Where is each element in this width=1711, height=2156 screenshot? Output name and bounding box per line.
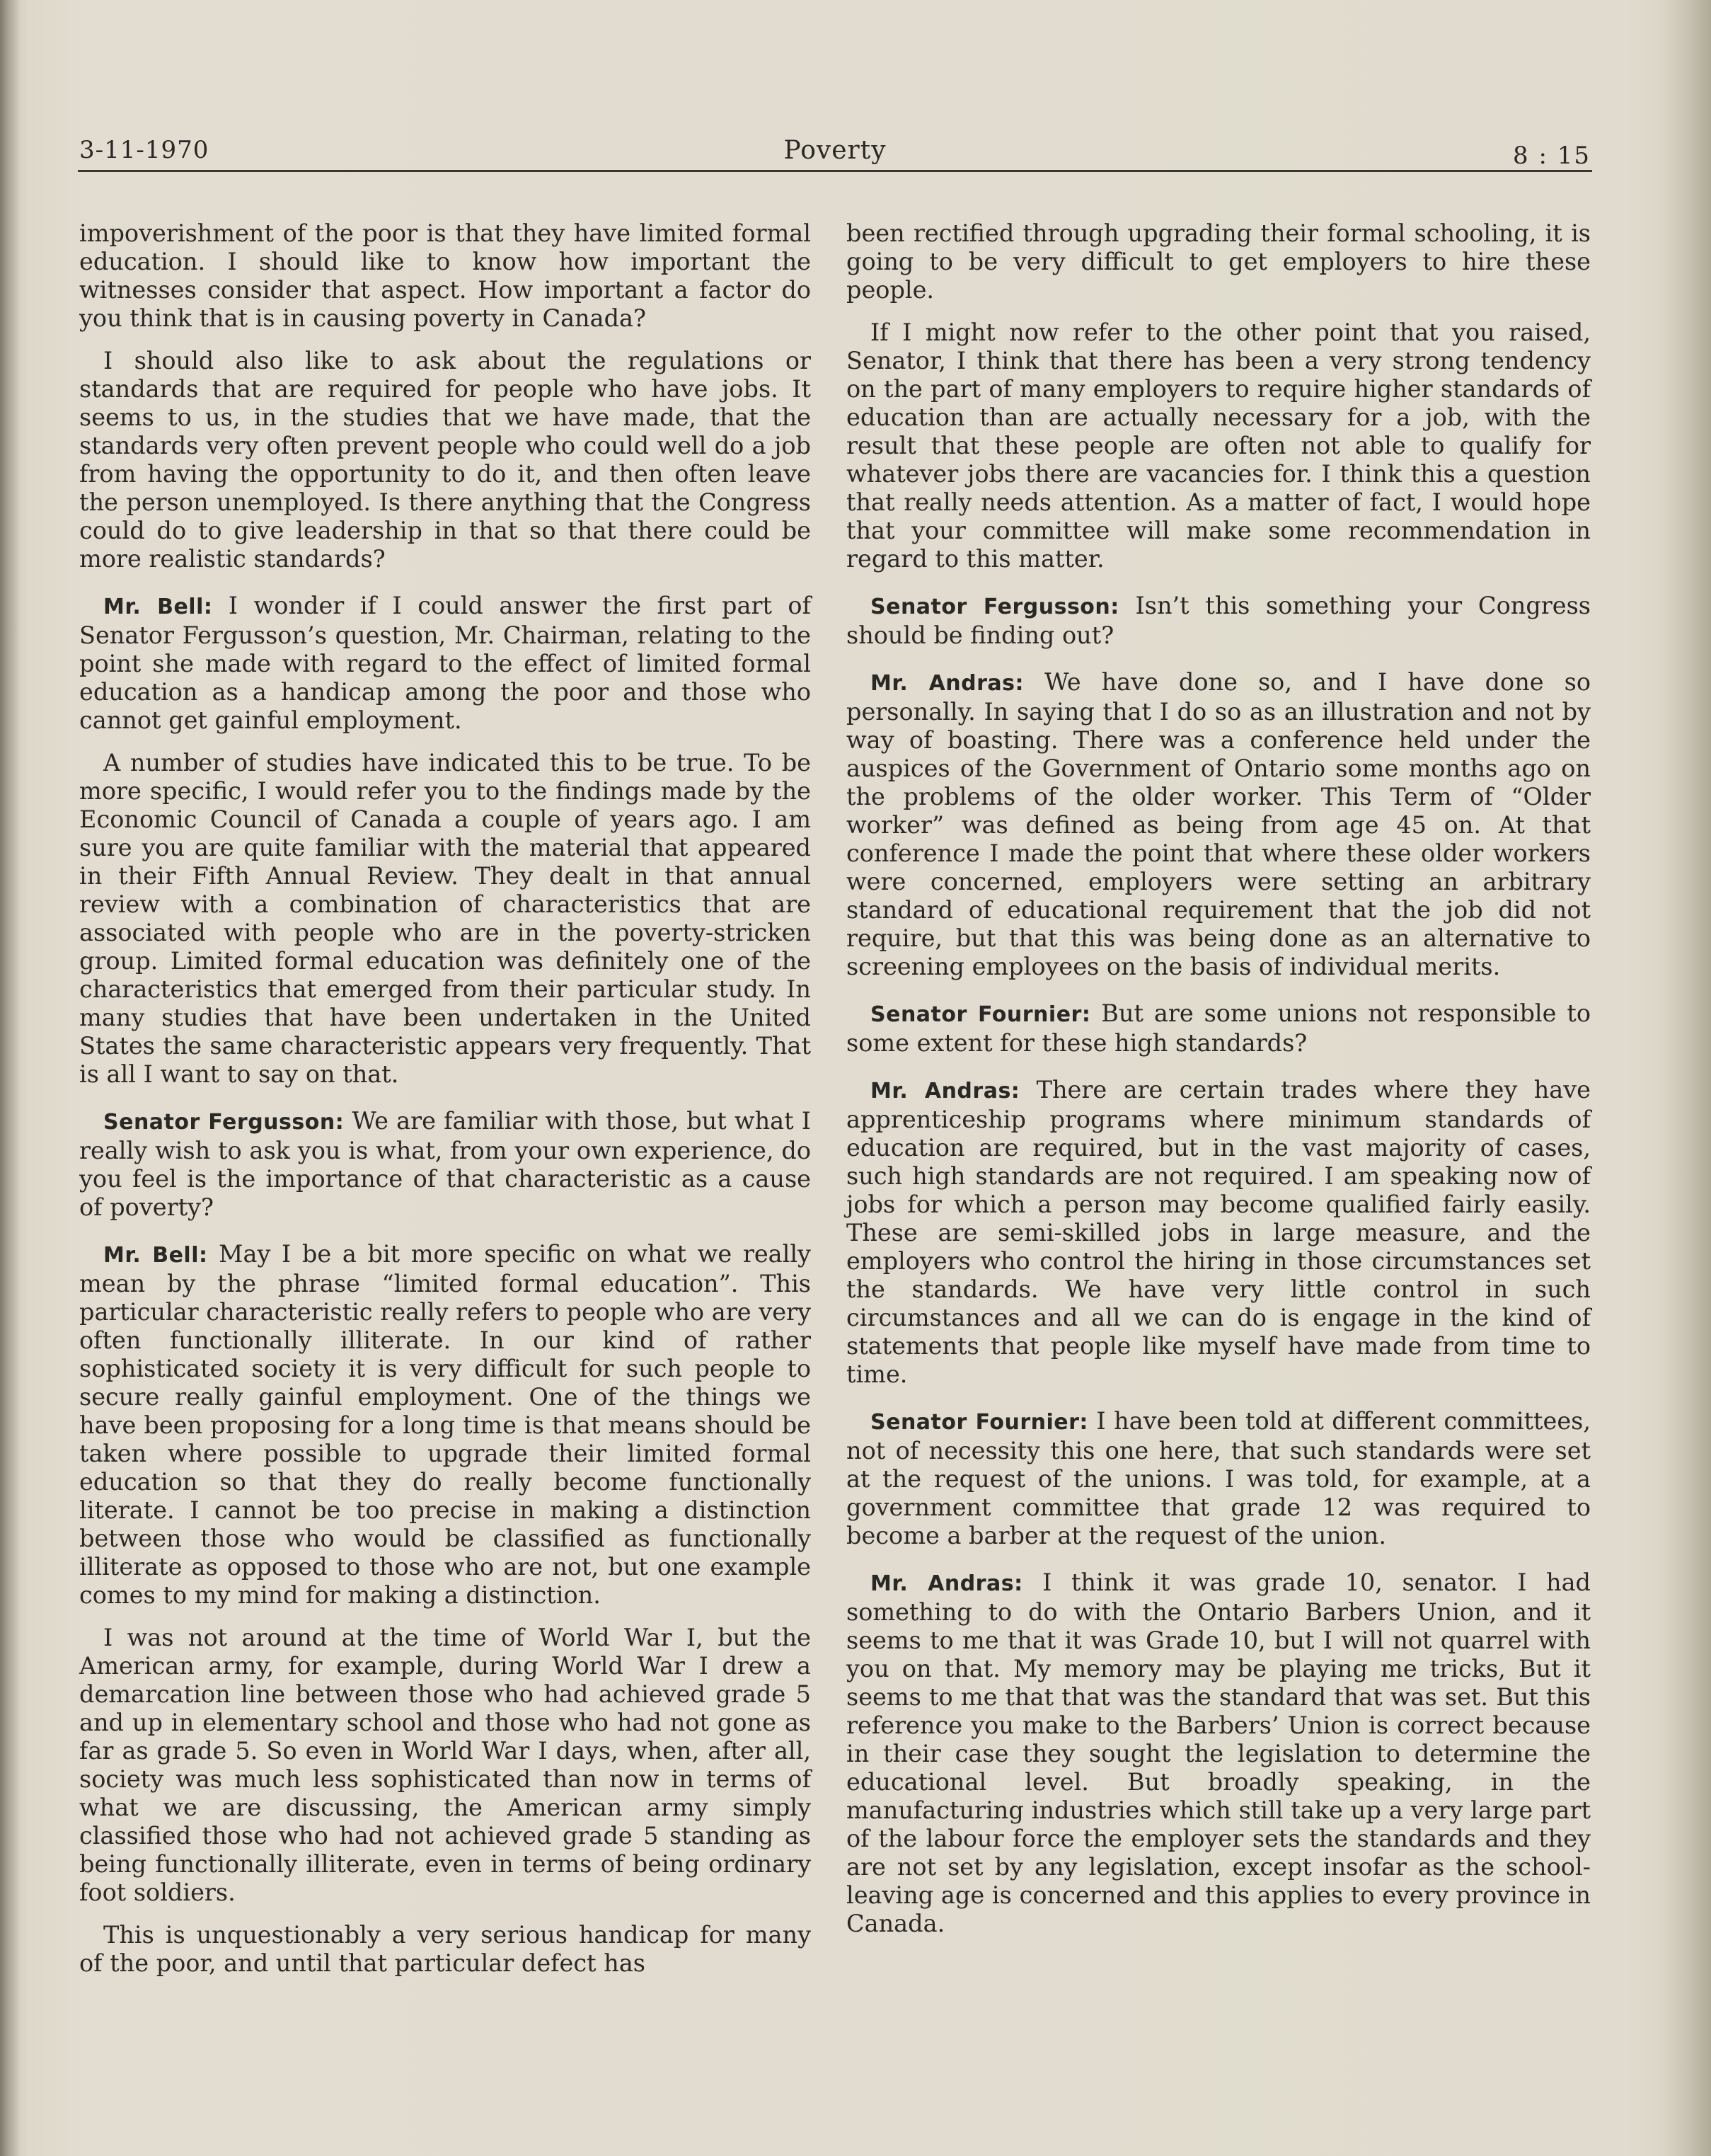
paragraph: If I might now refer to the other point that you raised, Senator, I think that there has been a very strong tendency on the part of many employers to require higher standards of education than are actually necessary for a job, with the result that these people are often not able to qualify for whatever jobs there are vacancies for. I think this a question that really needs attention. As a matter of fact, I would hope that your committee will make some recommendation in regard to this matter. (846, 319, 1591, 573)
speaker-name: Mr. Andras: (870, 671, 1025, 696)
speaker-name: Senator Fournier: (870, 1002, 1091, 1027)
speaker-name: Mr. Andras: (870, 1571, 1023, 1596)
speech-paragraph (846, 1569, 1591, 1938)
speaker-name: Senator Fergusson: (870, 595, 1119, 619)
paragraph: I should also like to ask about the regulations or standards that are required for people who have jobs. It seems to us, in the studies that we have made, that the standards very often prevent people who could well do a job from having the opportunity to do it, and then often leave the person unemployed. Is there anything that the Congress could do to give leadership in that so that there could be more realistic standards? (79, 347, 811, 573)
binding-shadow (0, 0, 20, 2156)
header-rule (78, 170, 1592, 172)
speech-paragraph (846, 1407, 1591, 1550)
speech-paragraph (79, 1107, 811, 1222)
left-column (79, 219, 811, 1992)
speech-text: May I be a bit more specific on what we really mean by the phrase “limited formal education”. This particular characteristic really refers to people who are very often functionally illiterate. In our kind of rather sophisticated society it is very difficult for such people to secure really gainful employment. One of the things we have been proposing for a long time is that means should be taken where possible to upgrade their limited formal education so that they do really become functionally literate. I cannot be too precise in making a distinction between those who would be classified as functionally illiterate as opposed to those who are not, but one example comes to my mind for making a distinction. (79, 1240, 811, 1609)
speaker-name: Mr. Bell: (103, 1243, 208, 1268)
speech-text: Isn’t this something your Congress should be finding out? (846, 592, 1591, 649)
paragraph: This is unquestionably a very serious handicap for many of the poor, and until that particular defect has (79, 1921, 811, 1977)
speaker-name: Senator Fergusson: (103, 1110, 345, 1135)
speech-paragraph (846, 1076, 1591, 1389)
right-column (846, 219, 1591, 1952)
header-page-number: 8 : 15 (1513, 142, 1591, 170)
paragraph: I was not around at the time of World War I, but the American army, for example, during World War I drew a demarcation line between those who had achieved grade 5 and up in elementary school and those who had not gone as far as grade 5. So even in World War I days, when, after all, society was much less sophisticated than now in terms of what we are discussing, the American army simply classified those who had not achieved grade 5 standing as being functionally illiterate, even in terms of being ordinary foot soldiers. (79, 1624, 811, 1906)
speech-text: I wonder if I could answer the first part of Senator Fergusson’s question, Mr. Chairman, relating to the point she made with regard to the effect of limited formal education as a handicap among the poor and those who cannot get gainful employment. (79, 592, 811, 734)
speech-paragraph (846, 999, 1591, 1057)
paragraph: been rectified through upgrading their formal schooling, it is going to be very difficult to get employers to hire these people. (846, 219, 1591, 304)
speech-text: We are familiar with those, but what I really wish to ask you is what, from your own experience, do you feel is the importance of that characteristic as a cause of poverty? (79, 1107, 811, 1221)
speech-text: I have been told at different committees, not of necessity this one here, that such standards were set at the request of the unions. I was told, for example, at a government committee that grade 12 was required to become a barber at the request of the union. (846, 1407, 1591, 1549)
page-edge-shadow (1661, 0, 1711, 2156)
speech-paragraph (846, 668, 1591, 981)
speech-text: We have done so, and I have done so personally. In saying that I do so as an illustration and not by way of boasting. There was a conference held under the auspices of the Government of Ontario some months ago on the problems of the older worker. This Term of “Older worker” was defined as being from age 45 on. At that conference I made the point that where these older workers were concerned, employers were setting an arbitrary standard of educational requirement that the job did not require, but that this was being done as an alternative to screening employees on the basis of individual merits. (846, 668, 1591, 980)
speaker-name: Mr. Bell: (103, 595, 213, 619)
speech-text: There are certain trades where they have apprenticeship programs where minimum standards of education are required, but in the vast majority of cases, such high standards are not required. I am speaking now of jobs for which a person may become qualified fairly easily. These are semi-skilled jobs in large measure, and the employers who control the hiring in those circumstances set the standards. We have very little control in such circumstances and all we can do is engage in the kind of statements that people like myself have made from time to time. (846, 1076, 1591, 1388)
header-date: 3-11-1970 (79, 136, 209, 164)
paragraph: A number of studies have indicated this to be true. To be more specific, I would refer you to the findings made by the Economic Council of Canada a couple of years ago. I am sure you are quite familiar with the material that appeared in their Fifth Annual Review. They dealt in that annual review with a combination of characteristics that are associated with people who are in the poverty-stricken group. Limited formal education was definitely one of the characteristics that emerged from their particular study. In many studies that have been undertaken in the United States the same characteristic appears very frequently. That is all I want to say on that. (79, 749, 811, 1088)
running-header (79, 132, 1591, 171)
speech-paragraph (79, 592, 811, 735)
speaker-name: Senator Fournier: (870, 1410, 1088, 1435)
header-title: Poverty (783, 136, 887, 165)
speech-paragraph (846, 592, 1591, 650)
speech-text: But are some unions not responsible to some extent for these high standards? (846, 999, 1591, 1057)
paragraph: impoverishment of the poor is that they have limited formal education. I should like to know how important the witnesses consider that aspect. How important a factor do you think that is in causing poverty in Canada? (79, 219, 811, 332)
speaker-name: Mr. Andras: (870, 1079, 1020, 1103)
speech-text: I think it was grade 10, senator. I had something to do with the Ontario Barbers Union, and it seems to me that it was Grade 10, but I will not quarrel with you on that. My memory may be playing me tricks, But it seems to me that that was the standard that was set. But this reference you make to the Barbers’ Union is correct because in their case they sought the legislation to determine the educational level. But broadly speaking, in the manufacturing industries which still take up a very large part of the labour force the employer sets the standards and they are not set by any legislation, except insofar as the school-leaving age is concerned and this applies to every province in Canada. (846, 1569, 1591, 1937)
speech-paragraph (79, 1240, 811, 1610)
